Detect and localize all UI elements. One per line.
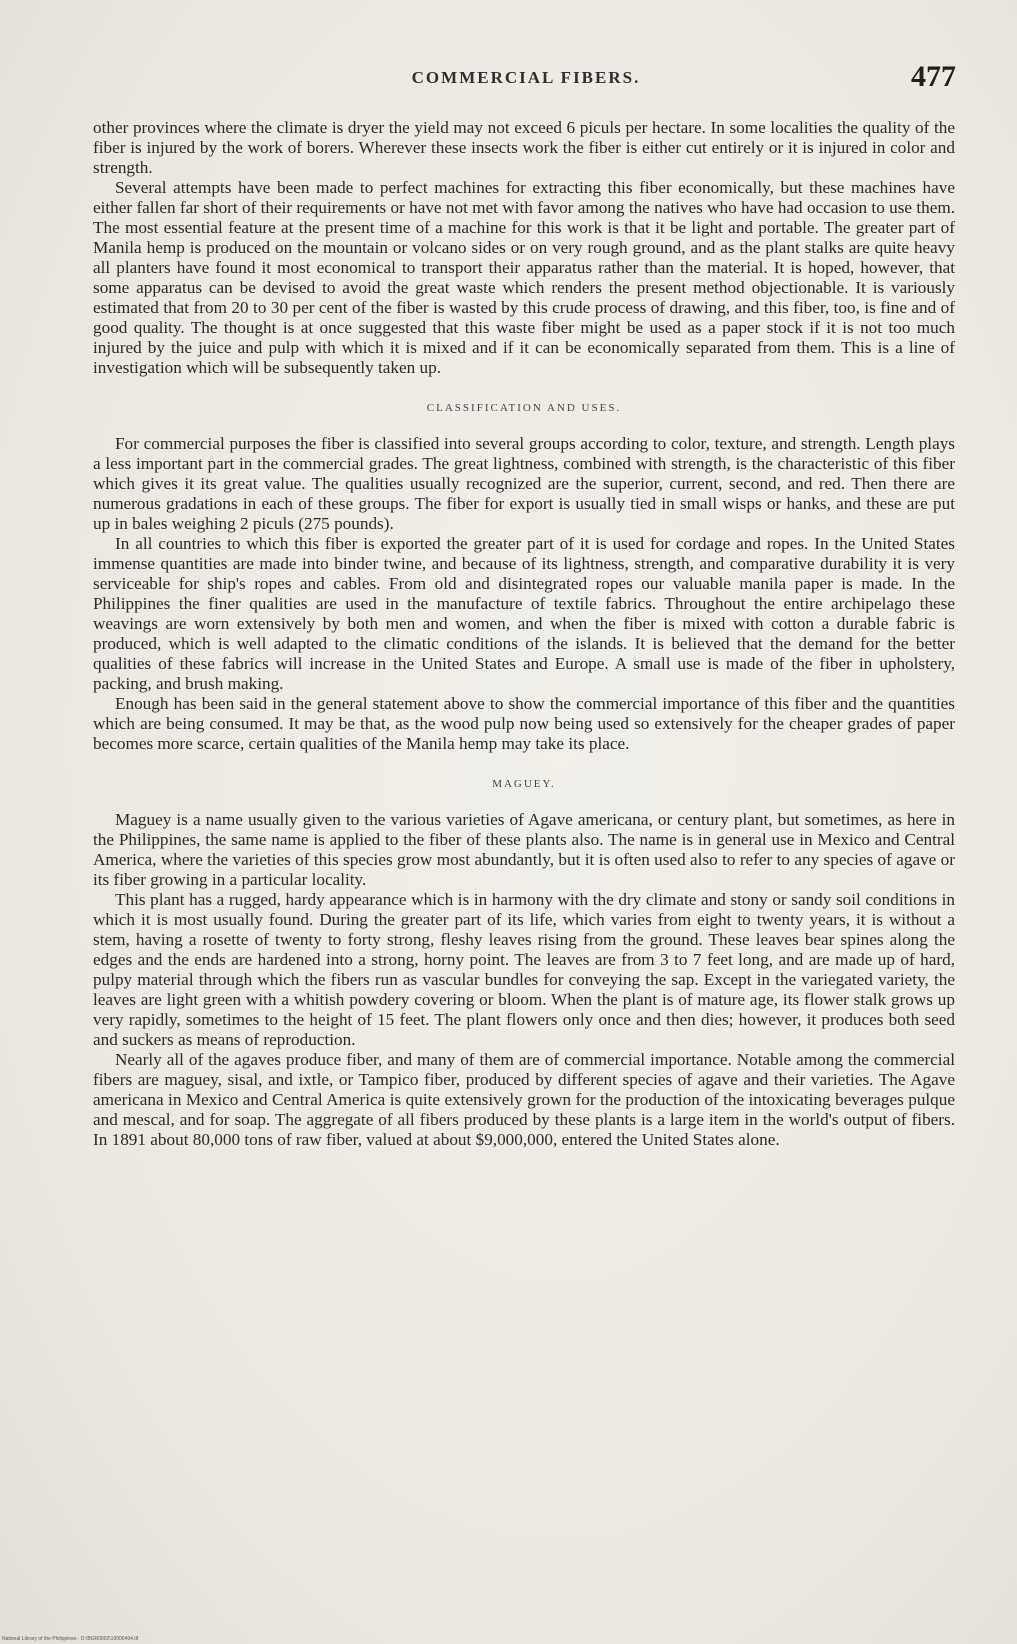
- paragraph: For commercial purposes the fiber is classified into several groups according to color, texture, and strength. Length plays a less important part in the commercial grades. The great lightness, combined with strength, is the characteristic of this fiber which gives it its great value. The qualities usually recognized are the superior, current, second, and red. Then there are numerous gradations in each of these groups. The fiber for export is usually tied in small wisps or hanks, and these are put up in bales weighing 2 piculs (275 pounds).: [93, 434, 955, 533]
- paragraph: Maguey is a name usually given to the various varieties of Agave americana, or century plant, but sometimes, as here in the Philippines, the same name is applied to the fiber of these plants also. The name is in general use in Mexico and Central America, where the varieties of this species grow most abundantly, but it is often used also to refer to any species of agave or its fiber growing in a particular locality.: [93, 810, 955, 889]
- section-heading-maguey: MAGUEY.: [492, 778, 556, 790]
- scan-credit: National Library of the Philippines · D:\BGR0002\10000494.tif: [2, 1636, 139, 1642]
- body-text: [93, 118, 955, 1150]
- paragraph: other provinces where the climate is dryer the yield may not exceed 6 piculs per hectare. In some localities the quality of the fiber is injured by the work of borers. Wherever these insects work the fiber is either cut entirely or it is injured in color and strength.: [93, 118, 955, 177]
- paragraph: Nearly all of the agaves produce fiber, and many of them are of commercial importance. Notable among the commercial fibers are maguey, sisal, and ixtle, or Tampico fiber, produced by different species of agave and their varieties. The Agave americana in Mexico and Central America is quite extensively grown for the production of the intoxicating beverages pulque and mescal, and for soap. The aggregate of all fibers produced by these plants is a large item in the world's output of fibers. In 1891 about 80,000 tons of raw fiber, valued at about $9,000,000, entered the United States alone.: [93, 1050, 955, 1149]
- page-number: 477: [911, 60, 956, 93]
- paragraph: In all countries to which this fiber is exported the greater part of it is used for cordage and ropes. In the United States immense quantities are made into binder twine, and because of its lightness, strength, and comparative durability it is very serviceable for ship's ropes and cables. From old and disintegrated ropes our valuable manila paper is made. In the Philippines the finer qualities are used in the manufacture of textile fabrics. Throughout the entire archipelago these weavings are worn extensively by both men and women, and when the fiber is mixed with cotton a durable fabric is produced, which is well adapted to the climatic conditions of the islands. It is believed that the demand for the better qualities of these fabrics will increase in the United States and Europe. A small use is made of the fiber in upholstery, packing, and brush making.: [93, 534, 955, 693]
- paragraph: This plant has a rugged, hardy appearance which is in harmony with the dry climate and stony or sandy soil conditions in which it is most usually found. During the greater part of its life, which varies from eight to twenty years, it is without a stem, having a rosette of twenty to forty strong, fleshy leaves rising from the ground. These leaves bear spines along the edges and the ends are hardened into a strong, horny point. The leaves are from 3 to 7 feet long, and are made up of hard, pulpy material through which the fibers run as vascular bundles for conveying the sap. Except in the variegated variety, the leaves are light green with a whitish powdery covering or bloom. When the plant is of mature age, its flower stalk grows up very rapidly, sometimes to the height of 15 feet. The plant flowers only once and then dies; however, it produces both seed and suckers as means of reproduction.: [93, 890, 955, 1049]
- paragraph: Several attempts have been made to perfect machines for extracting this fiber economically, but these machines have either fallen far short of their requirements or have not met with favor among the natives who have had occasion to use them. The most essential feature at the present time of a machine for this work is that it be light and portable. The greater part of Manila hemp is produced on the mountain or volcano sides or on very rough ground, and as the plant stalks are quite heavy all planters have found it most economical to transport their apparatus rather than the material. It is hoped, however, that some apparatus can be devised to avoid the great waste which renders the present method objectionable. It is variously estimated that from 20 to 30 per cent of the fiber is wasted by this crude process of drawing, and this fiber, too, is fine and of good quality. The thought is at once suggested that this waste fiber might be used as a paper stock if it is not too much injured by the juice and pulp with which it is mixed and if it can be economically separated from them. This is a line of investigation which will be subsequently taken up.: [93, 178, 955, 377]
- running-head: COMMERCIAL FIBERS.: [411, 68, 641, 87]
- page-header: [96, 62, 956, 102]
- section-heading-classification: CLASSIFICATION AND USES.: [426, 402, 622, 414]
- paragraph: Enough has been said in the general statement above to show the commercial importance of this fiber and the quantities which are being consumed. It may be that, as the wood pulp now being used so extensively for the cheaper grades of paper becomes more scarce, certain qualities of the Manila hemp may take its place.: [93, 694, 955, 753]
